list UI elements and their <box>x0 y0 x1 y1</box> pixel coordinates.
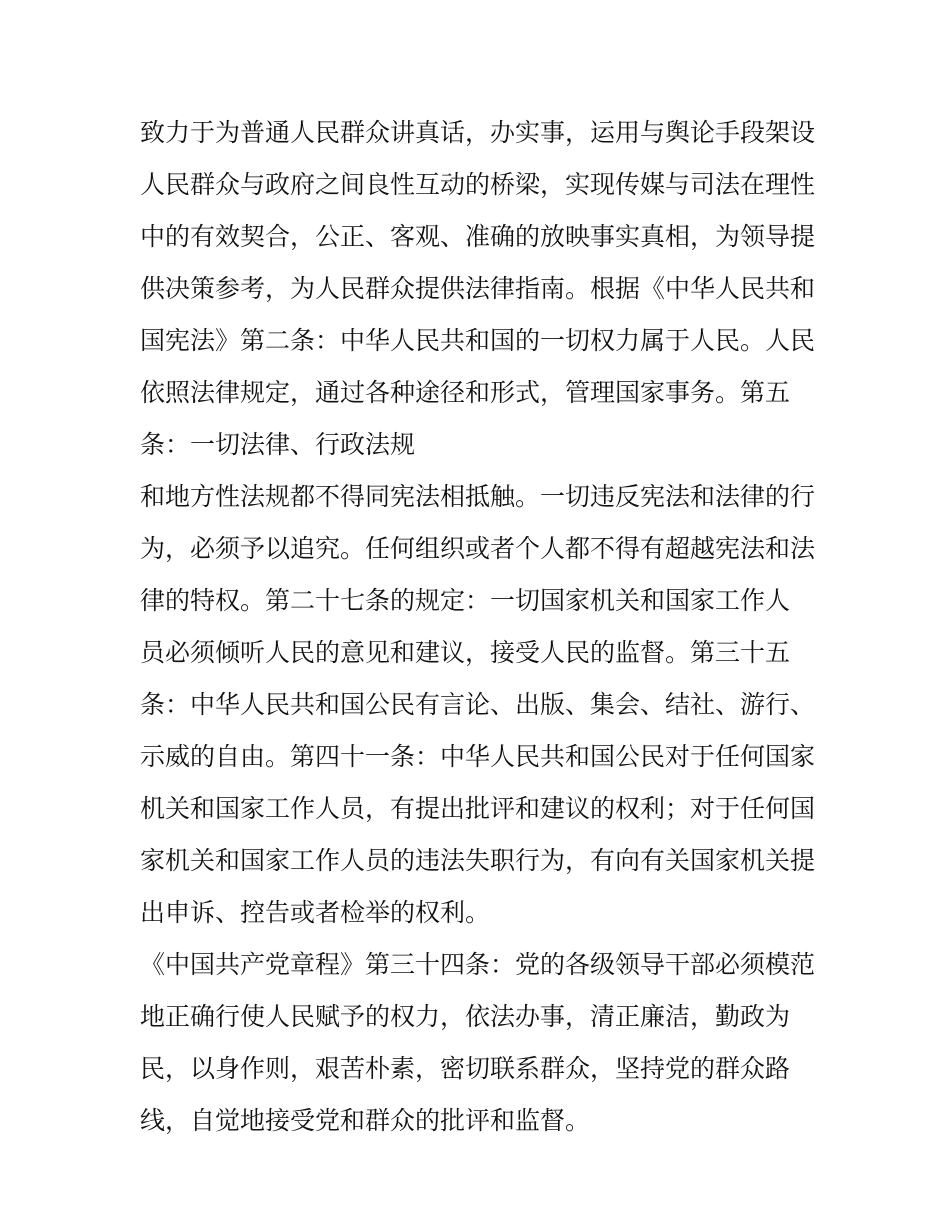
paragraph-2 <box>140 471 820 939</box>
text-line: 地正确行使人民赋予的权力，依法办事，清正廉洁，勤政为 <box>140 1002 791 1031</box>
text-line: 为，必须予以追究。任何组织或者个人都不得有超越宪法和法 <box>140 534 816 563</box>
text-line: 机关和国家工作人员，有提出批评和建议的权利；对于任何国 <box>140 794 816 823</box>
document-body <box>140 107 820 1147</box>
text-line: 《中国共产党章程》第三十四条：党的各级领导干部必须模范 <box>140 950 816 979</box>
text-line: 线，自觉地接受党和群众的批评和监督。 <box>140 1106 591 1135</box>
paragraph-3 <box>140 939 820 1147</box>
text-line: 员必须倾听人民的意见和建议，接受人民的监督。第三十五 <box>140 638 791 667</box>
text-line: 示威的自由。第四十一条：中华人民共和国公民对于任何国家 <box>140 742 816 771</box>
text-line: 律的特权。第二十七条的规定：一切国家机关和国家工作人 <box>140 586 791 615</box>
text-line: 家机关和国家工作人员的违法失职行为，有向有关国家机关提 <box>140 846 816 875</box>
text-line: 民，以身作则，艰苦朴素，密切联系群众，坚持党的群众路 <box>140 1054 791 1083</box>
text-line: 致力于为普通人民群众讲真话，办实事，运用与舆论手段架设 <box>140 118 816 147</box>
text-line: 和地方性法规都不得同宪法相抵触。一切违反宪法和法律的行 <box>140 482 816 511</box>
text-line: 条：中华人民共和国公民有言论、出版、集会、结社、游行、 <box>140 690 816 719</box>
paragraph-1 <box>140 107 820 471</box>
text-line: 国宪法》第二条：中华人民共和国的一切权力属于人民。人民 <box>140 326 816 355</box>
text-line: 供决策参考，为人民群众提供法律指南。根据《中华人民共和 <box>140 274 816 303</box>
text-line: 人民群众与政府之间良性互动的桥梁，实现传媒与司法在理性 <box>140 170 816 199</box>
text-line: 出申诉、控告或者检举的权利。 <box>140 898 491 927</box>
text-line: 中的有效契合，公正、客观、准确的放映事实真相，为领导提 <box>140 222 816 251</box>
text-line: 依照法律规定，通过各种途径和形式，管理国家事务。第五 <box>140 378 791 407</box>
text-line: 条：一切法律、行政法规 <box>140 430 416 459</box>
